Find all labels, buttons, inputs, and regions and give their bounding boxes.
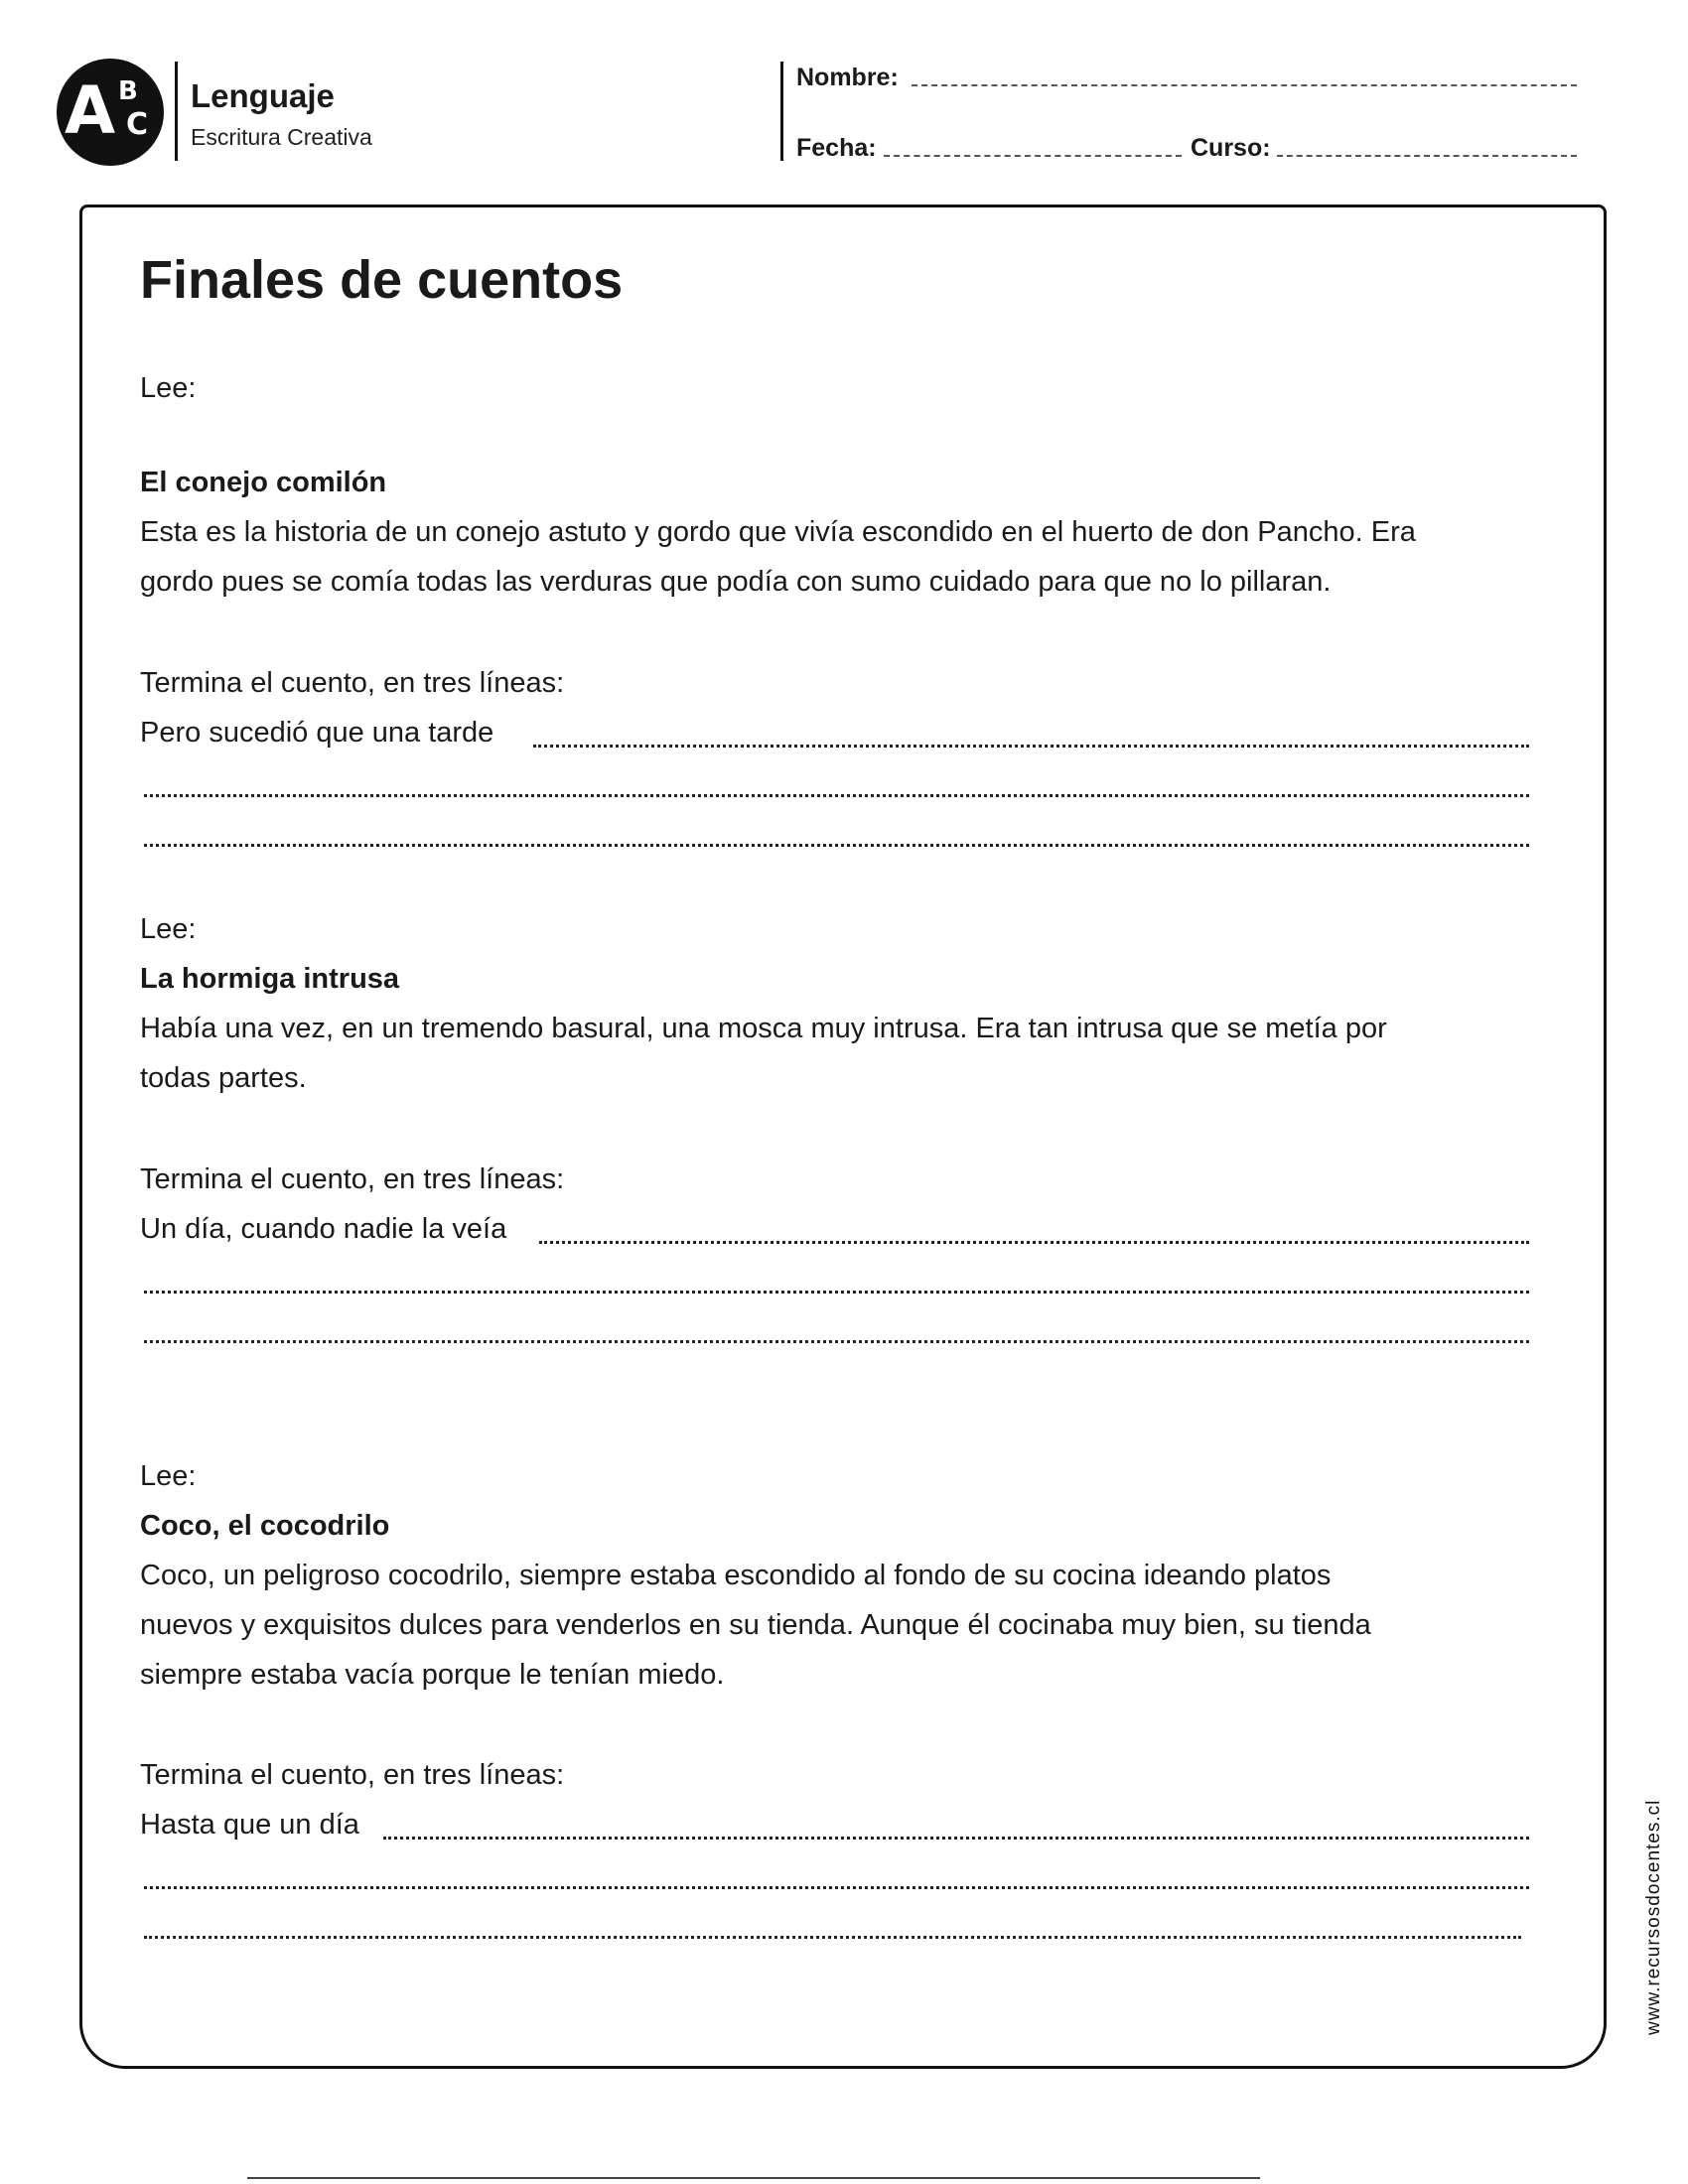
answer-line[interactable]: [533, 745, 1529, 748]
prompt-start: Hasta que un día: [140, 1809, 359, 1841]
story-line: gordo pues se comía todas las verduras que podía con sumo cuidado para que no lo pillaran.: [140, 566, 1332, 598]
answer-line[interactable]: [539, 1241, 1529, 1244]
story-line: Coco, un peligroso cocodrilo, siempre estaba escondido al fondo de su cocina ideando platos: [140, 1560, 1332, 1591]
instruction: Termina el cuento, en tres líneas:: [140, 1759, 565, 1791]
logo-letter-a: A: [65, 72, 116, 149]
story-line: siempre estaba vacía porque le tenían miedo.: [140, 1659, 725, 1691]
story-line: nuevos y exquisitos dulces para venderlos en su tienda. Aunque él cocinaba muy bien, su tienda: [140, 1609, 1371, 1641]
worksheet-title: Finales de cuentos: [140, 250, 624, 310]
name-label: Nombre:: [796, 64, 899, 91]
answer-line[interactable]: [144, 1340, 1529, 1343]
footer-rule: [247, 2177, 1260, 2179]
name-field[interactable]: [912, 84, 1577, 86]
logo-letter-b: B: [118, 76, 138, 106]
prompt-start: Pero sucedió que una tarde: [140, 717, 494, 749]
story-title: La hormiga intrusa: [140, 963, 400, 995]
subject-title: Lenguaje: [191, 77, 335, 114]
date-field[interactable]: [884, 155, 1182, 157]
header-divider-right: [780, 62, 783, 161]
instruction: Termina el cuento, en tres líneas:: [140, 667, 565, 699]
prompt-start: Un día, cuando nadie la veía: [140, 1213, 507, 1245]
answer-line[interactable]: [144, 794, 1529, 797]
story-line: Había una vez, en un tremendo basural, una mosca muy intrusa. Era tan intrusa que se metía por: [140, 1013, 1387, 1044]
answer-line[interactable]: [144, 1886, 1529, 1889]
read-label: Lee:: [140, 913, 197, 945]
answer-line[interactable]: [144, 844, 1529, 847]
logo-letter-c: C: [126, 107, 149, 142]
story-title: Coco, el cocodrilo: [140, 1510, 390, 1542]
story-line: Esta es la historia de un conejo astuto y gordo que vivía escondido en el huerto de don Pancho. Era: [140, 516, 1416, 548]
story-line: todas partes.: [140, 1062, 307, 1094]
course-label: Curso:: [1191, 134, 1271, 162]
date-label: Fecha:: [796, 134, 877, 162]
read-label: Lee:: [140, 372, 197, 404]
answer-line[interactable]: [144, 1936, 1521, 1939]
read-label: Lee:: [140, 1460, 197, 1492]
answer-line[interactable]: [144, 1291, 1529, 1294]
story-title: El conejo comilón: [140, 467, 387, 498]
answer-line[interactable]: [383, 1837, 1529, 1840]
website-watermark: www.recursosdocentes.cl: [1643, 1799, 1664, 2035]
instruction: Termina el cuento, en tres líneas:: [140, 1163, 565, 1195]
abc-logo: [57, 59, 164, 166]
subject-subtitle: Escritura Creativa: [191, 124, 372, 150]
header-divider-left: [175, 62, 178, 161]
course-field[interactable]: [1277, 155, 1577, 157]
